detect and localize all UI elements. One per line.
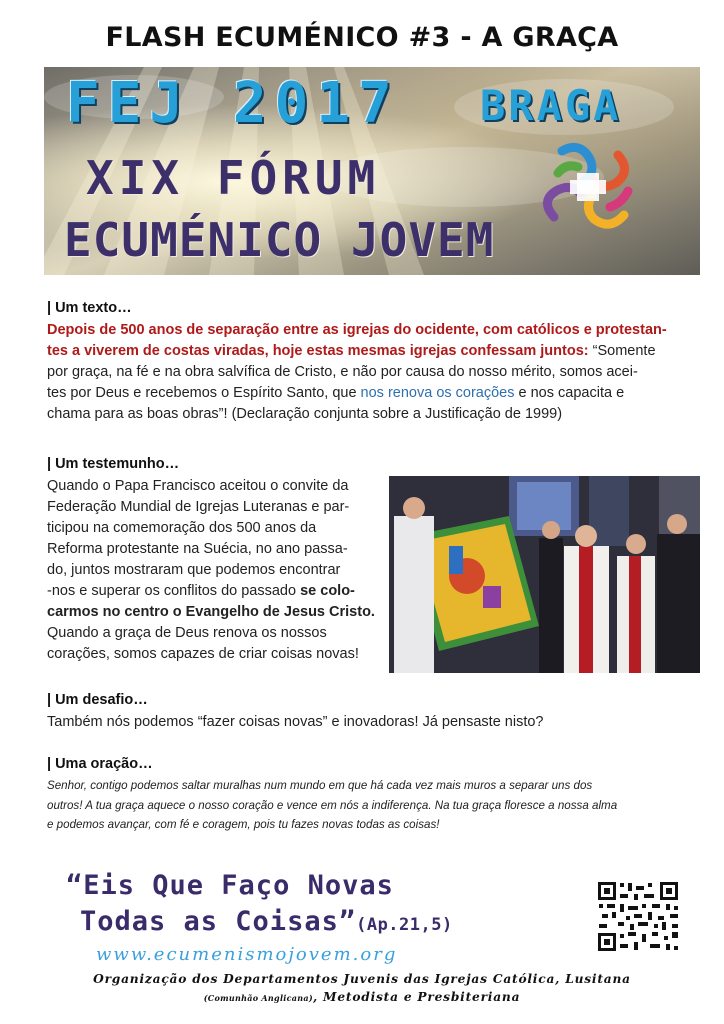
slogan-reference: (Ap.21,5) bbox=[356, 915, 453, 935]
banner-forum-title: XIX FÓRUM bbox=[86, 151, 381, 205]
prayer-text bbox=[47, 776, 697, 835]
organization-line-2 bbox=[0, 990, 724, 1004]
banner-event-year: FEJ 2017 bbox=[66, 71, 400, 136]
qr-code-icon[interactable] bbox=[596, 880, 680, 953]
section-heading-texto: | Um texto… bbox=[47, 300, 132, 316]
section-heading-oracao: | Uma oração… bbox=[47, 756, 153, 772]
testemunho-line: ticipou na comemoração dos 500 anos da bbox=[47, 520, 317, 536]
organization-line-2-text: , Metodista e Presbiteriana bbox=[312, 990, 521, 1004]
texto-highlight-blue: nos renova os corações bbox=[360, 385, 515, 401]
testemunho-line: Quando a graça de Deus renova os nossos bbox=[47, 625, 327, 641]
section-heading-desafio: | Um desafio… bbox=[47, 692, 148, 708]
texto-highlight-1: Depois de 500 anos de separação entre as igrejas do ocidente, com católicos e protestan- bbox=[47, 322, 667, 338]
slogan-text: Todas as Coisas” bbox=[80, 906, 357, 937]
slogan-line-1: “Eis Que Faço Novas bbox=[66, 870, 394, 901]
website-link[interactable]: www.ecumenismojovem.org bbox=[96, 944, 398, 965]
testemunho-line: Federação Mundial de Igrejas Luteranas e par- bbox=[47, 499, 350, 515]
prayer-line: Senhor, contigo podemos saltar muralhas num mundo em que há cada vez mais muros a separar uns dos bbox=[47, 779, 593, 792]
desafio-text: Também nós podemos “fazer coisas novas” e inovadoras! Já pensaste nisto? bbox=[47, 714, 544, 730]
texto-line-3: por graça, na fé e na obra salvífica de Cristo, e não por causa do nosso mérito, somos acei- bbox=[47, 364, 638, 380]
texto-line-5: chama para as boas obras”! (Declaração conjunta sobre a Justificação de 1999) bbox=[47, 406, 563, 422]
organization-line-1: Organização dos Departamentos Juvenis das Igrejas Católica, Lusitana bbox=[93, 972, 631, 986]
texto-quote-start: “Somente bbox=[588, 343, 656, 359]
testemunho-bold-1: se colo- bbox=[300, 583, 355, 599]
event-banner bbox=[44, 67, 700, 275]
testemunho-line: Quando o Papa Francisco aceitou o convite da bbox=[47, 478, 349, 494]
banner-city: BRAGA bbox=[480, 81, 622, 130]
page-title: FLASH ECUMÉNICO #3 - A GRAÇA bbox=[105, 22, 619, 53]
prayer-line: e podemos avançar, com fé e coragem, pois tu fazes novas todas as coisas! bbox=[47, 818, 440, 831]
testemunho-body bbox=[47, 476, 387, 665]
organization-anglican-note: (Comunhão Anglicana) bbox=[203, 993, 313, 1003]
texto-line-4b: e nos capacita e bbox=[514, 385, 625, 401]
banner-forum-subtitle: ECUMÉNICO JOVEM bbox=[64, 213, 495, 267]
photo-illustration bbox=[389, 476, 700, 673]
testemunho-line: -nos e superar os conflitos do passado bbox=[47, 583, 301, 599]
slogan-line-2 bbox=[80, 906, 453, 937]
testemunho-bold-2: carmos no centro o Evangelho de Jesus Cristo. bbox=[47, 604, 375, 620]
texto-highlight-2: tes a viverem de costas viradas, hoje estas mesmas igrejas confessam juntos: bbox=[47, 343, 589, 359]
testemunho-line: Reforma protestante na Suécia, no ano passa- bbox=[47, 541, 348, 557]
prayer-line: outros! A tua graça aquece o nosso coração e vence em nós a indiferença. Na tua graça floresce a nossa alma bbox=[47, 798, 618, 812]
ecumenical-cross-logo-icon bbox=[532, 137, 644, 237]
testemunho-line: do, juntos mostraram que podemos encontrar bbox=[47, 562, 341, 578]
texto-line-4a: tes por Deus e recebemos o Espírito Santo, que bbox=[47, 385, 361, 401]
pope-commemoration-photo bbox=[389, 476, 700, 673]
testemunho-line: corações, somos capazes de criar coisas novas! bbox=[47, 646, 359, 662]
texto-body bbox=[47, 320, 707, 425]
section-heading-testemunho: | Um testemunho… bbox=[47, 456, 180, 472]
